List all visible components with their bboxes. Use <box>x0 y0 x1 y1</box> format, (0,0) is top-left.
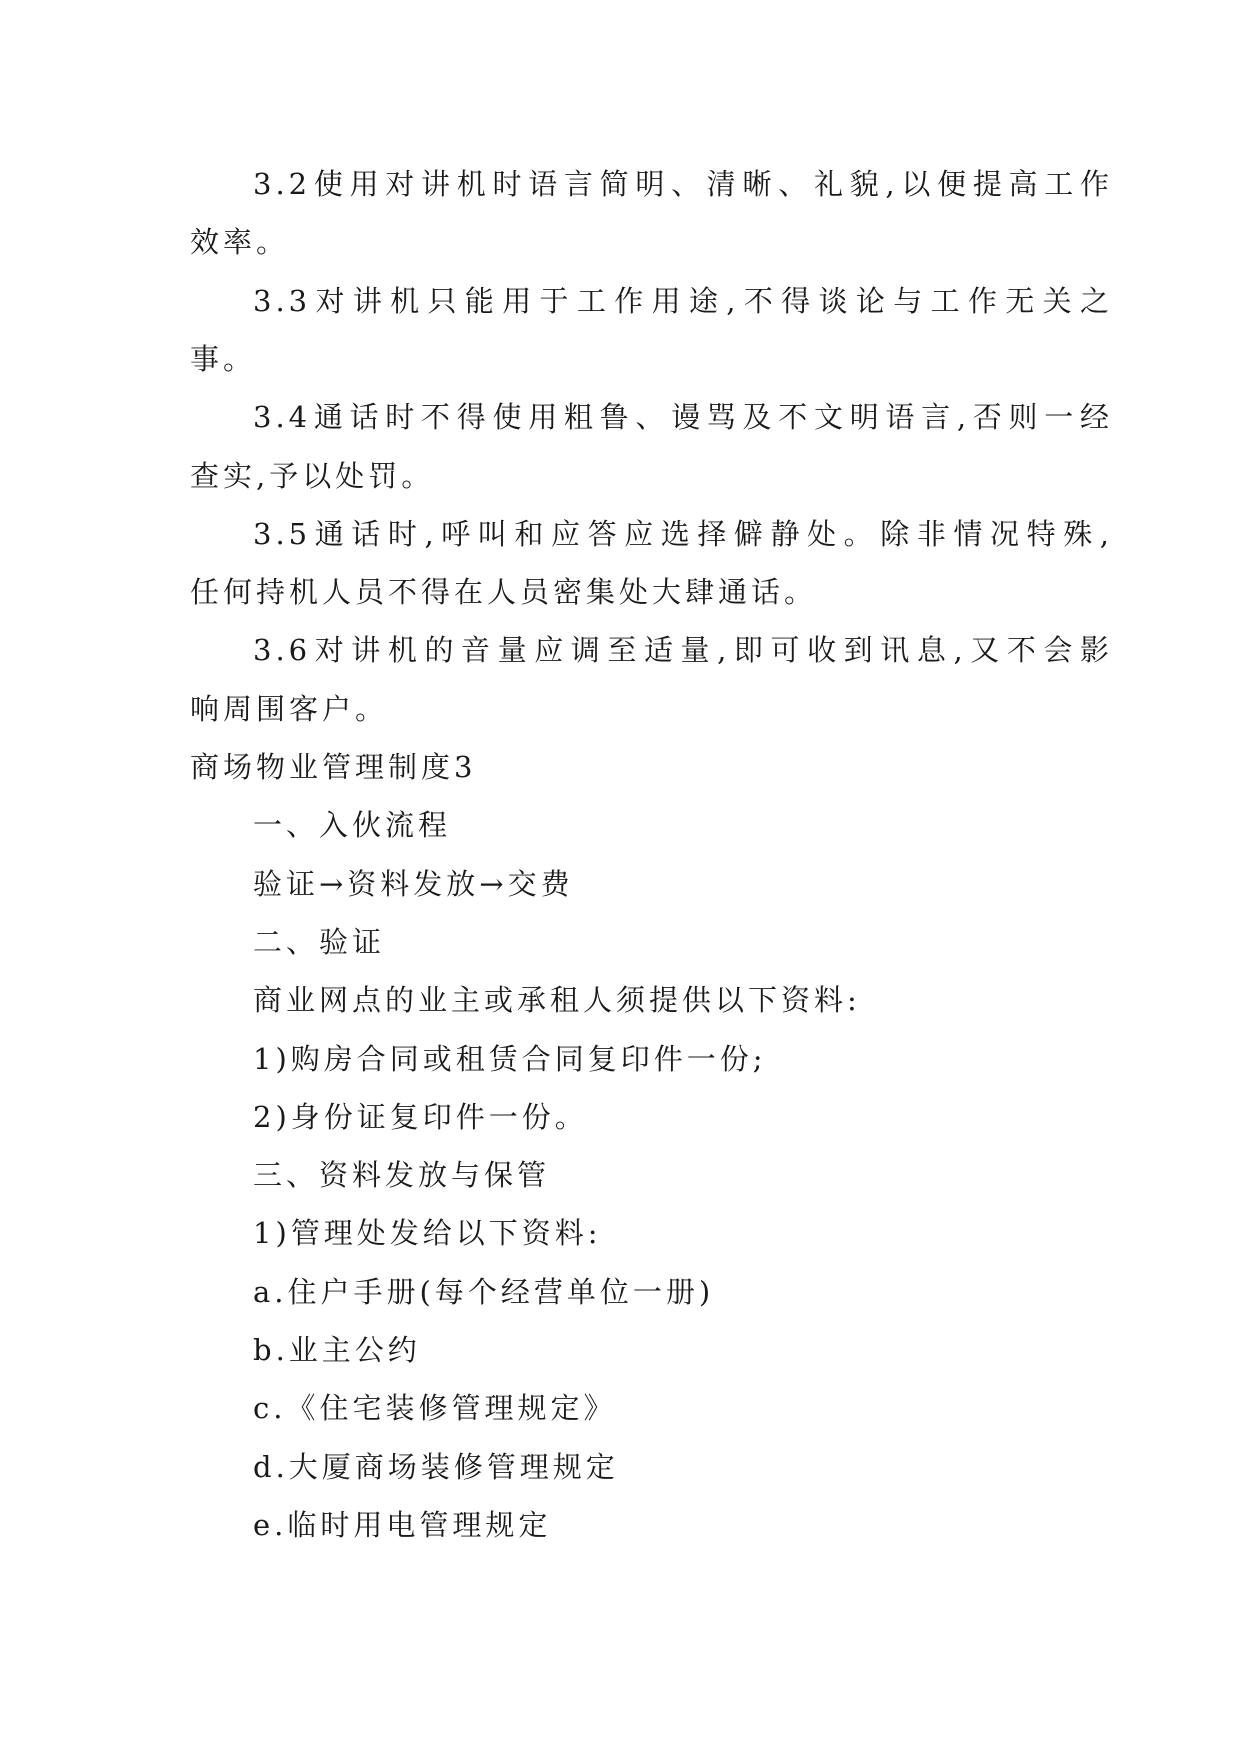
list-item: 1)管理处发给以下资料: <box>253 1216 602 1250</box>
list-item: e.临时用电管理规定 <box>253 1508 552 1542</box>
paragraph-line: 事。 <box>190 342 257 376</box>
paragraph-line: 3.3对讲机只能用于工作用途,不得谈论与工作无关之 <box>253 284 1113 318</box>
paragraph-line: 3.5通话时,呼叫和应答应选择僻静处。除非情况特殊, <box>253 517 1113 551</box>
paragraph-line: 商业网点的业主或承租人须提供以下资料: <box>253 983 861 1017</box>
list-item: 1)购房合同或租赁合同复印件一份; <box>253 1042 767 1076</box>
list-item: 2)身份证复印件一份。 <box>253 1100 588 1134</box>
heading-line: 一、入伙流程 <box>253 808 452 842</box>
list-item: b.业主公约 <box>253 1333 421 1367</box>
paragraph-line: 验证→资料发放→交费 <box>253 867 574 901</box>
heading-line: 二、验证 <box>253 925 386 959</box>
paragraph-line: 3.6对讲机的音量应调至适量,即可收到讯息,又不会影 <box>253 633 1113 667</box>
section-title: 商场物业管理制度3 <box>190 750 477 784</box>
list-item: d.大厦商场装修管理规定 <box>253 1450 619 1484</box>
paragraph-line: 任何持机人员不得在人员密集处大肆通话。 <box>190 575 818 609</box>
paragraph-line: 响周围客户。 <box>190 692 389 726</box>
paragraph-line: 效率。 <box>190 225 290 259</box>
paragraph-line: 3.2使用对讲机时语言简明、清晰、礼貌,以便提高工作 <box>253 167 1113 201</box>
paragraph-line: 查实,予以处罚。 <box>190 459 435 493</box>
heading-line: 三、资料发放与保管 <box>253 1158 551 1192</box>
list-item: c.《住宅装修管理规定》 <box>253 1391 617 1425</box>
paragraph-line: 3.4通话时不得使用粗鲁、谩骂及不文明语言,否则一经 <box>253 400 1113 434</box>
list-item: a.住户手册(每个经营单位一册) <box>253 1275 715 1309</box>
